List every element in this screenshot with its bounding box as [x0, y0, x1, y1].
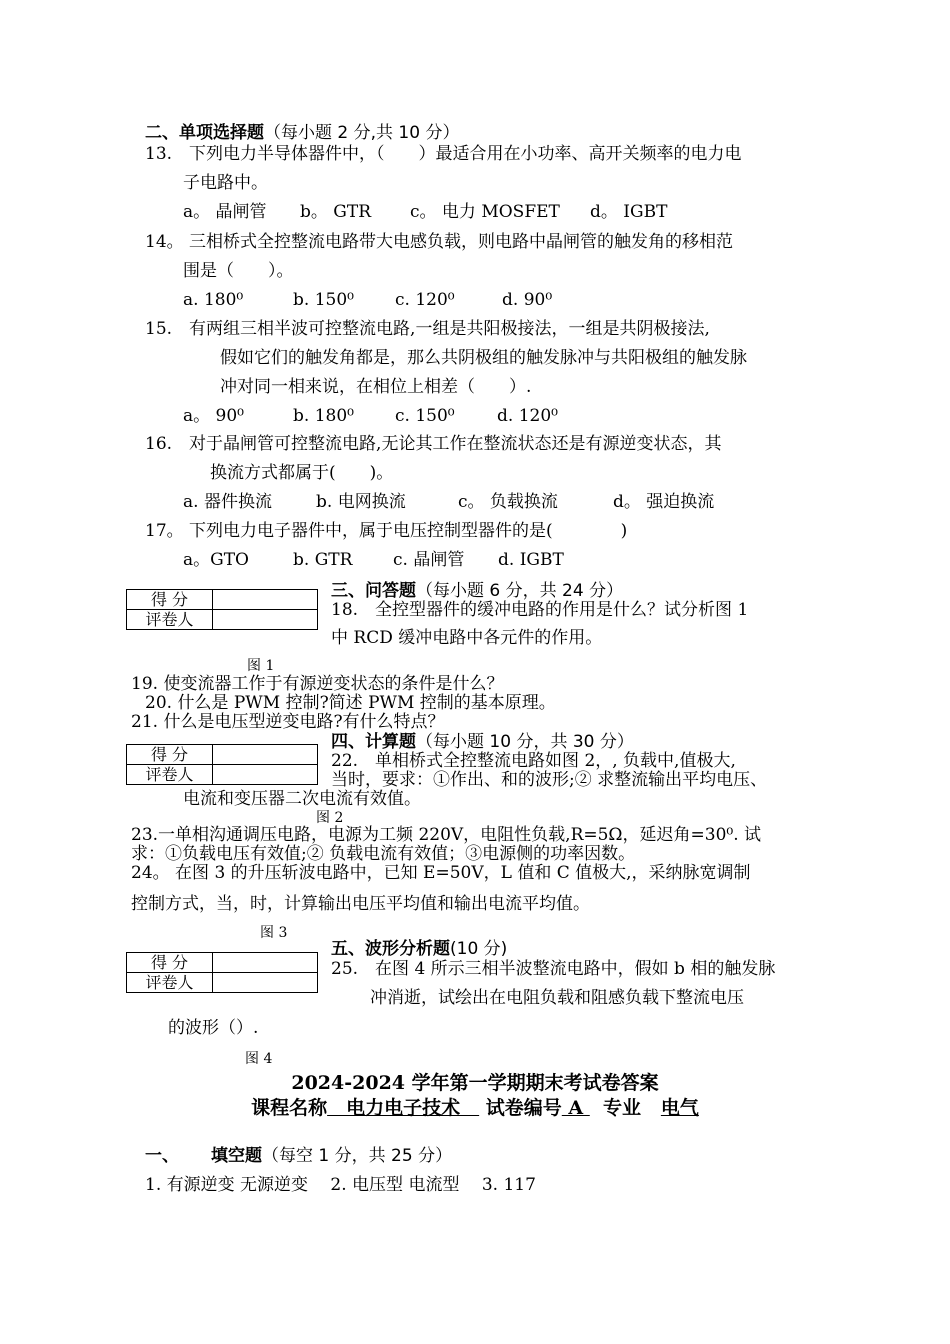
q13-option-b: b。 GTR	[300, 202, 372, 222]
grader-value-cell[interactable]	[213, 973, 318, 993]
q22-line2: 当时，要求：①作出、和的波形;② 求整流输出平均电压、	[331, 770, 768, 790]
section2-note: （每小题 2 分,共 10 分）	[264, 123, 460, 143]
q14-options	[183, 289, 552, 311]
q19-text: 19. 使变流器工作于有源逆变状态的条件是什么？	[131, 674, 504, 694]
q22-line1: 22. 单相桥式全控整流电路如图 2，, 负载中,值极大,	[331, 751, 736, 771]
q13-option-a: a。 晶闸管	[183, 202, 267, 222]
q13-options	[183, 201, 667, 223]
paper-value: A	[561, 1097, 590, 1119]
answer-section1-note: （每空 1 分，共 25 分）	[262, 1146, 453, 1166]
section5-title: 五、波形分析题	[331, 939, 450, 959]
q15-options	[183, 405, 558, 427]
q14-option-c: c. 120⁰	[395, 290, 455, 310]
score-box-section3	[126, 589, 318, 630]
section2-heading	[145, 122, 459, 144]
q13-line1: 13. 下列电力半导体器件中，（ ）最适合用在小功率、高开关频率的电力电	[145, 144, 742, 164]
section4-note: （每小题 10 分，共 30 分）	[416, 732, 634, 752]
q17-option-a: a。GTO	[183, 550, 249, 570]
paper-label: 试卷编号	[485, 1097, 562, 1119]
figure-4-caption: 图 4	[245, 1051, 273, 1067]
grader-value-cell[interactable]	[213, 610, 318, 630]
q16-option-d: d。 强迫换流	[613, 492, 715, 512]
q14-option-a: a. 180⁰	[183, 290, 244, 310]
section4-title: 四、计算题	[331, 732, 416, 752]
q18-line2: 中 RCD 缓冲电路中各元件的作用。	[331, 628, 603, 648]
q15-option-b: b. 180⁰	[293, 406, 354, 426]
figure-3-caption: 图 3	[260, 925, 288, 941]
score-value-cell[interactable]	[213, 745, 318, 765]
course-label: 课程名称	[251, 1097, 328, 1119]
q17-line1: 17。 下列电力电子器件中，属于电压控制型器件的是( )	[145, 521, 628, 541]
score-value-cell[interactable]	[213, 953, 318, 973]
course-info-line	[0, 1093, 950, 1120]
section2-title: 二、单项选择题	[145, 123, 264, 143]
answer-sheet-title: 2024-2024 学年第一学期期末考试卷答案	[291, 1072, 659, 1094]
score-label: 得 分	[127, 953, 213, 973]
q25-line1: 25. 在图 4 所示三相半波整流电路中，假如 b 相的触发脉	[331, 959, 776, 979]
q21-text: 21. 什么是电压型逆变电路?有什么特点？	[131, 712, 445, 732]
q23-line1: 23.一单相沟通调压电路，电源为工频 220V，电阻性负载,R=5Ω，延迟角=30⁰. 试	[131, 825, 762, 845]
q23-line2: 求：①负载电压有效值;② 负载电流有效值；③电源侧的功率因数。	[131, 844, 636, 864]
section3-note: （每小题 6 分，共 24 分）	[416, 581, 624, 601]
q16-option-c: c。 负载换流	[458, 492, 558, 512]
q15-option-a: a。 90⁰	[183, 406, 244, 426]
q22-line3: 电流和变压器二次电流有效值。	[183, 789, 421, 809]
q15-line3: 冲对同一相来说，在相位上相差（ ）.	[220, 377, 532, 397]
section3-title: 三、问答题	[331, 581, 416, 601]
grader-label: 评卷人	[127, 765, 213, 785]
score-label: 得 分	[127, 745, 213, 765]
q17-options	[183, 549, 564, 571]
answer-section1-title: 填空题	[211, 1146, 262, 1166]
q17-option-b: b. GTR	[293, 550, 353, 570]
q16-line2: 换流方式都属于( )。	[210, 463, 394, 483]
q17-option-c: c. 晶闸管	[393, 550, 465, 570]
q13-option-d: d。 IGBT	[590, 202, 668, 222]
q24-line2: 控制方式，当，时，计算输出电压平均值和输出电流平均值。	[131, 894, 590, 914]
grader-label: 评卷人	[127, 973, 213, 993]
q18-line1: 18. 全控型器件的缓冲电路的作用是什么？试分析图 1	[331, 600, 749, 620]
q14-option-b: b. 150⁰	[293, 290, 354, 310]
q15-option-c: c. 150⁰	[395, 406, 455, 426]
q14-option-d: d. 90⁰	[502, 290, 553, 310]
section5-note: (10 分)	[450, 939, 508, 959]
q24-line1: 24。 在图 3 的升压斩波电路中，已知 E=50V，L 值和 C 值极大,，采纳脉宽调制	[131, 863, 751, 883]
q13-line2: 子电路中。	[183, 173, 268, 193]
figure-1-caption: 图 1	[247, 658, 275, 674]
q20-text: 20. 什么是 PWM 控制?简述 PWM 控制的基本原理。	[145, 693, 556, 713]
major-label: 专业	[603, 1097, 642, 1119]
q16-option-b: b. 电网换流	[316, 492, 406, 512]
q15-option-d: d. 120⁰	[497, 406, 558, 426]
figure-2-caption: 图 2	[316, 810, 344, 826]
q25-line2: 冲消逝，试绘出在电阻负载和阻感负载下整流电压	[370, 988, 744, 1008]
course-value: 电力电子技术	[327, 1097, 480, 1119]
grader-value-cell[interactable]	[213, 765, 318, 785]
score-label: 得 分	[127, 590, 213, 610]
answer-section1-number: 一、	[145, 1146, 179, 1166]
score-box-section4	[126, 744, 318, 785]
q17-option-d: d. IGBT	[498, 550, 564, 570]
section5-heading	[331, 938, 507, 960]
score-value-cell[interactable]	[213, 590, 318, 610]
q16-option-a: a. 器件换流	[183, 492, 272, 512]
q13-option-c: c。 电力 MOSFET	[410, 202, 560, 222]
score-box-section5	[126, 952, 318, 993]
q14-line2: 围是（ ）。	[183, 261, 294, 281]
q14-line1: 14。 三相桥式全控整流电路带大电感负载，则电路中晶闸管的触发角的移相范	[145, 232, 734, 252]
q16-line1: 16. 对于晶闸管可控整流电路,无论其工作在整流状态还是有源逆变状态，其	[145, 434, 722, 454]
grader-label: 评卷人	[127, 610, 213, 630]
q15-line1: 15. 有两组三相半波可控整流电路,一组是共阳极接法，一组是共阴极接法,	[145, 319, 710, 339]
q16-options	[183, 491, 714, 513]
major-value: 电气	[660, 1097, 699, 1119]
q25-line3: 的波形（）.	[168, 1018, 259, 1038]
q15-line2: 假如它们的触发角都是，那么共阴极组的触发脉冲与共阳极组的触发脉	[220, 348, 747, 368]
answer-section1-heading	[145, 1145, 452, 1167]
answer-line-1: 1. 有源逆变 无源逆变 2. 电压型 电流型 3. 117	[145, 1175, 536, 1195]
